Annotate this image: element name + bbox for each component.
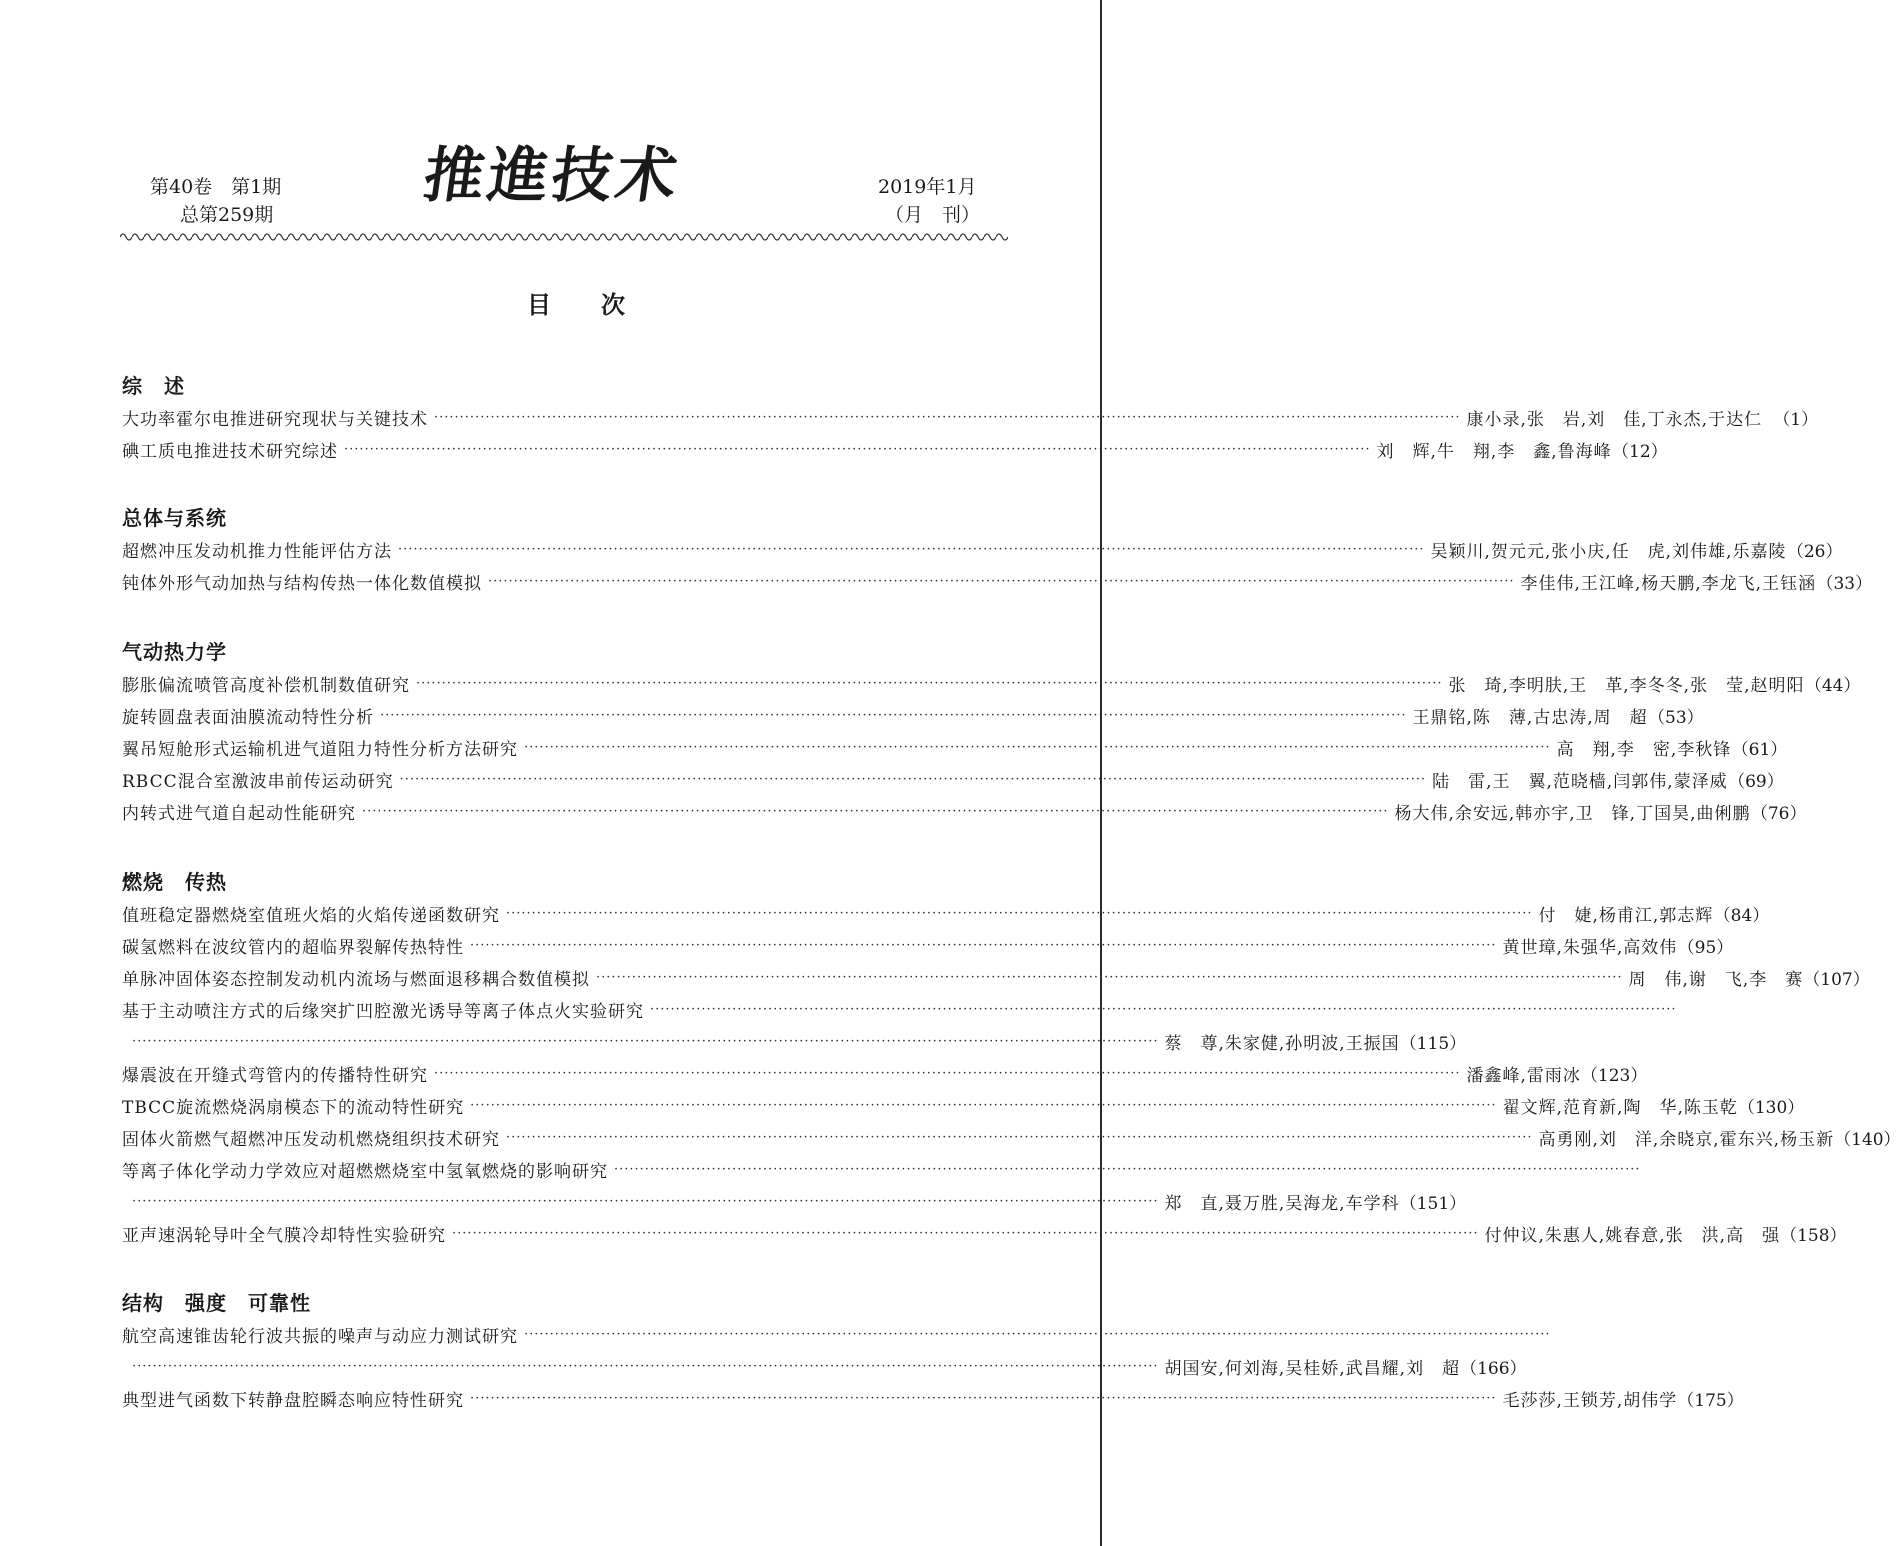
toc-entry[interactable] — [122, 897, 1770, 929]
section-heading: 结构 强度 可靠性 — [122, 1291, 311, 1315]
entry-title: TBCC旋流燃烧涡扇模态下的流动特性研究 — [122, 1097, 465, 1118]
dot-leader: ········································································································································································································ — [596, 969, 1623, 985]
entry-authors: 蔡 尊,朱家健,孙明波,王振国 — [1164, 1033, 1400, 1054]
frequency: （月 刊） — [885, 204, 981, 226]
entry-page: （53） — [1648, 707, 1704, 728]
entry-page: （123） — [1580, 1065, 1648, 1086]
dot-leader: ········································································································································································································ — [132, 1193, 1159, 1209]
entry-page: （12） — [1612, 441, 1668, 462]
section-heading: 燃烧 传热 — [122, 870, 227, 894]
masthead — [0, 0, 1102, 250]
entry-title: 碳氢燃料在波纹管内的超临界裂解传热特性 — [122, 937, 464, 958]
entry-authors: 翟文辉,范育新,陶 华,陈玉乾 — [1502, 1097, 1738, 1118]
dot-leader: ········································································································································································································ — [380, 707, 1407, 723]
toc-entry[interactable] — [122, 433, 1668, 465]
dot-leader: ········································································································································································································ — [434, 409, 1461, 425]
toc-entry[interactable] — [122, 929, 1734, 961]
entry-title: 翼吊短舱形式运输机进气道阻力特性分析方法研究 — [122, 739, 518, 760]
decorative-rule — [120, 231, 1008, 243]
entry-title: 内转式进气道自起动性能研究 — [122, 803, 356, 824]
dot-leader: ········································································································································································································ — [398, 541, 1425, 557]
dot-leader: ········································································································································································································ — [399, 771, 1427, 787]
entry-title: 基于主动喷注方式的后缘突扩凹腔激光诱导等离子体点火实验研究 — [122, 1001, 644, 1022]
dot-leader: ········································································································································································································ — [344, 441, 1371, 457]
entry-page: （151） — [1399, 1193, 1467, 1214]
dot-leader: ········································································································································································································ — [506, 905, 1533, 921]
entry-page: （130） — [1737, 1097, 1805, 1118]
toc-entry[interactable] — [122, 565, 1873, 597]
volume-issue: 第40卷 第1期 — [150, 176, 282, 198]
toc-entry[interactable] — [122, 667, 1861, 699]
dot-leader: ········································································································································································································ — [434, 1065, 1461, 1081]
entry-page: （44） — [1804, 675, 1861, 696]
toc-title: 目次 — [527, 291, 675, 319]
entry-authors: 陆 雷,王 翼,范晓樯,闫郭伟,蒙泽威 — [1432, 771, 1728, 792]
entry-page: （107） — [1803, 969, 1870, 990]
entry-title: 膨胀偏流喷管高度补偿机制数值研究 — [122, 675, 410, 696]
entry-authors: 毛莎莎,王锁芳,胡伟学 — [1502, 1390, 1678, 1411]
entry-page: （158） — [1780, 1225, 1847, 1246]
entry-title: 单脉冲固体姿态控制发动机内流场与燃面退移耦合数值模拟 — [122, 969, 590, 990]
entry-authors: 付仲议,朱惠人,姚春意,张 洪,高 强 — [1484, 1225, 1781, 1246]
entry-page: （33） — [1816, 573, 1873, 594]
entry-authors: 胡国安,何刘海,吴桂娇,武昌耀,刘 超 — [1164, 1358, 1461, 1379]
toc-entry[interactable] — [122, 1057, 1648, 1089]
entry-authors: 周 伟,谢 飞,李 赛 — [1628, 969, 1804, 990]
entry-title: 典型进气函数下转静盘腔瞬态响应特性研究 — [122, 1390, 464, 1411]
entry-authors: 李佳伟,王江峰,杨天鹏,李龙飞,王钰涵 — [1520, 573, 1817, 594]
section-heading: 气动热力学 — [122, 640, 227, 664]
entry-authors: 杨大伟,余安远,韩亦宇,卫 锋,丁国昊,曲俐鹏 — [1394, 803, 1751, 824]
entry-page: （1） — [1773, 409, 1819, 430]
dot-leader: ········································································································································································································ — [452, 1225, 1479, 1241]
dot-leader: ········································································································································································································ — [132, 1358, 1159, 1374]
toc-entry[interactable] — [122, 1089, 1805, 1121]
entry-authors: 潘鑫峰,雷雨冰 — [1466, 1065, 1581, 1086]
dot-leader: ········································································································································································································ — [132, 1033, 1159, 1049]
toc-entry[interactable] — [122, 401, 1819, 433]
entry-page: （69） — [1728, 771, 1784, 792]
dot-leader: ········································································································································································································ — [470, 937, 1497, 953]
entry-title: 值班稳定器燃烧室值班火焰的火焰传递函数研究 — [122, 905, 500, 926]
entry-authors: 张 琦,李明肤,王 革,李冬冬,张 莹,赵明阳 — [1448, 675, 1805, 696]
entry-page: （166） — [1460, 1358, 1527, 1379]
dot-leader: ········································································································································································································ — [362, 803, 1389, 819]
toc-entry[interactable] — [122, 699, 1704, 731]
entry-page: （84） — [1713, 905, 1770, 926]
entry-title: 固体火箭燃气超燃冲压发动机燃烧组织技术研究 — [122, 1129, 500, 1150]
toc-entry[interactable] — [122, 1318, 1551, 1350]
entry-title: 等离子体化学动力学效应对超燃燃烧室中氢氧燃烧的影响研究 — [122, 1161, 608, 1182]
toc-entry[interactable] — [122, 1382, 1744, 1414]
entry-page: （175） — [1677, 1390, 1744, 1411]
toc-entry[interactable] — [122, 533, 1843, 565]
dot-leader: ········································································································································································································ — [614, 1161, 1641, 1177]
toc-entry[interactable] — [122, 731, 1788, 763]
toc-entry[interactable] — [122, 1217, 1847, 1249]
toc-entry[interactable] — [122, 1185, 1467, 1217]
dot-leader: ········································································································································································································ — [506, 1129, 1533, 1145]
toc-entry[interactable] — [122, 1025, 1467, 1057]
entry-title: 旋转圆盘表面油膜流动特性分析 — [122, 707, 374, 728]
dot-leader: ········································································································································································································ — [470, 1097, 1497, 1113]
entry-authors: 高 翔,李 密,李秋锋 — [1556, 739, 1732, 760]
toc-entry[interactable] — [122, 763, 1784, 795]
entry-authors: 吴颖川,贺元元,张小庆,任 虎,刘伟雄,乐嘉陵 — [1430, 541, 1787, 562]
entry-authors: 康小录,张 岩,刘 佳,丁永杰,于达仁 — [1466, 409, 1763, 430]
section-heading: 综 述 — [122, 374, 185, 398]
entry-title: 超燃冲压发动机推力性能评估方法 — [122, 541, 392, 562]
entry-page: （95） — [1677, 937, 1734, 958]
total-issue: 总第259期 — [180, 204, 274, 226]
entry-title: 航空高速锥齿轮行波共振的噪声与动应力测试研究 — [122, 1326, 518, 1347]
entry-page: （115） — [1399, 1033, 1467, 1054]
dot-leader: ········································································································································································································ — [488, 573, 1515, 589]
entry-page: （76） — [1750, 803, 1807, 824]
entry-title: 碘工质电推进技术研究综述 — [122, 441, 338, 462]
toc-entry[interactable] — [122, 795, 1807, 827]
dot-leader: ········································································································································································································ — [470, 1390, 1497, 1406]
entry-authors: 高勇刚,刘 洋,余晓京,霍东兴,杨玉新 — [1538, 1129, 1835, 1150]
entry-title: 爆震波在开缝式弯管内的传播特性研究 — [122, 1065, 428, 1086]
dot-leader: ········································································································································································································ — [524, 1326, 1551, 1342]
entry-page: （61） — [1731, 739, 1788, 760]
dot-leader: ········································································································································································································ — [416, 675, 1443, 691]
entry-page: （140） — [1834, 1129, 1901, 1150]
entry-title: 钝体外形气动加热与结构传热一体化数值模拟 — [122, 573, 482, 594]
entry-title: 亚声速涡轮导叶全气膜冷却特性实验研究 — [122, 1225, 446, 1246]
entry-authors: 刘 辉,牛 翔,李 鑫,鲁海峰 — [1376, 441, 1612, 462]
toc-entry[interactable] — [122, 1121, 1901, 1153]
toc-entry[interactable] — [122, 993, 1677, 1025]
section-heading: 总体与系统 — [122, 506, 227, 530]
toc-entry[interactable] — [122, 1350, 1527, 1382]
entry-title: 大功率霍尔电推进研究现状与关键技术 — [122, 409, 428, 430]
entry-authors: 黄世璋,朱强华,高效伟 — [1502, 937, 1678, 958]
entry-authors: 郑 直,聂万胜,吴海龙,车学科 — [1164, 1193, 1400, 1214]
dot-leader: ········································································································································································································ — [650, 1001, 1677, 1017]
dot-leader: ········································································································································································································ — [524, 739, 1551, 755]
journal-logo: 推進技术 — [419, 141, 686, 211]
toc-entry[interactable] — [122, 1153, 1641, 1185]
issue-date: 2019年1月 — [878, 176, 977, 198]
entry-authors: 王鼎铭,陈 薄,古忠涛,周 超 — [1412, 707, 1648, 728]
entry-authors: 付 婕,杨甫江,郭志辉 — [1538, 905, 1714, 926]
entry-title: RBCC混合室激波串前传运动研究 — [122, 771, 394, 792]
entry-page: （26） — [1786, 541, 1843, 562]
toc-entry[interactable] — [122, 961, 1870, 993]
